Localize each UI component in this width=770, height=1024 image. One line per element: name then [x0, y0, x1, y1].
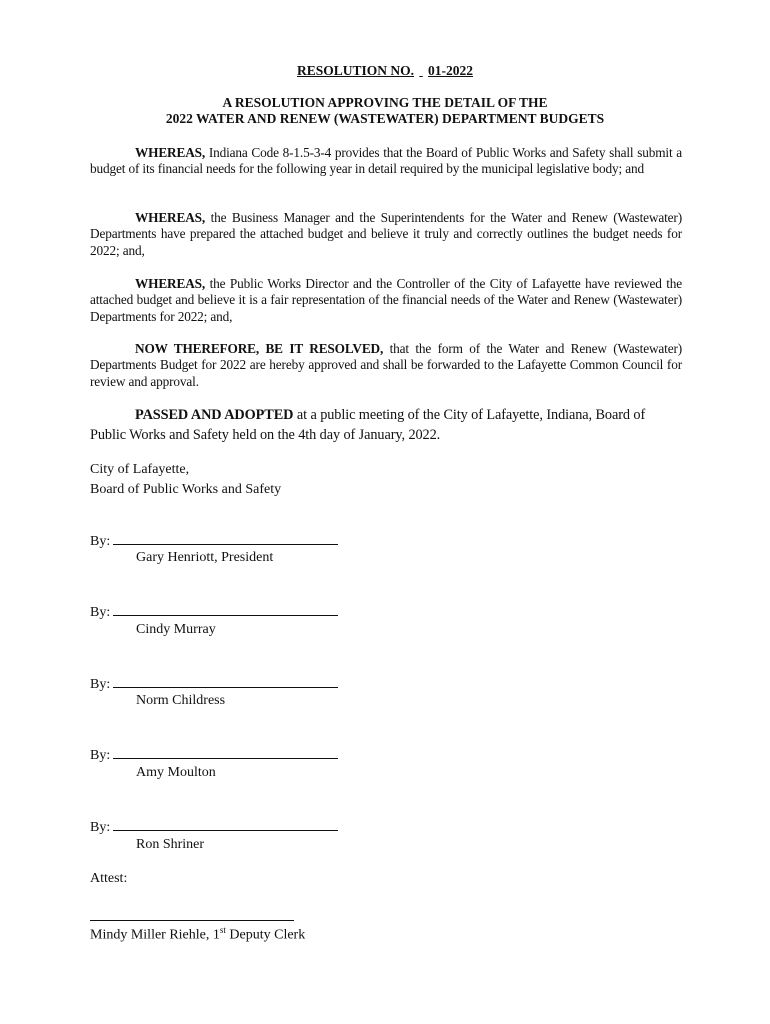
by-label: By: [90, 677, 111, 692]
paragraph-text: Indiana Code 8-1.5-3-4 provides that the Board of Public Works and Safety shall submit a budget of its financial needs for the following year in detail required by the municipal legislative body; and [90, 145, 682, 177]
signer-name: Norm Childress [136, 693, 226, 708]
attest-label: Attest: [90, 871, 128, 886]
signature-rule [113, 746, 338, 759]
signature-rule [113, 603, 338, 616]
signature-rule [113, 532, 338, 545]
passed-text: at a public meeting of the City of Lafayette, Indiana, Board of Public Works and Safety held on the 4th day of January, 2022. [90, 407, 646, 443]
signer-name: Amy Moulton [136, 765, 216, 780]
signature-rule [113, 675, 338, 688]
paragraph-lead: NOW THEREFORE, BE IT RESOLVED, [135, 341, 384, 356]
signer-name: Ron Shriner [136, 837, 205, 852]
board-name: Board of Public Works and Safety [90, 482, 282, 497]
signer-name: Gary Henriott, President [136, 550, 274, 565]
city-name: City of Lafayette, [90, 462, 190, 477]
signer-name: Cindy Murray [136, 622, 216, 637]
whereas-paragraph-3 [90, 276, 682, 325]
clerk-name-text: Mindy Miller Riehle, 1 [90, 927, 220, 943]
resolution-heading-line-2: 2022 WATER AND RENEW (WASTEWATER) DEPARTMENT BUDGETS [165, 111, 605, 126]
paragraph-text: the Business Manager and the Superintendents for the Water and Renew (Wastewater) Departments have prepared the attached budget and believe it truly and correctly outlines the budget needs for 2022; and, [90, 210, 682, 258]
signature-line [90, 818, 338, 837]
resolution-heading-line-1: A RESOLUTION APPROVING THE DETAIL OF THE [222, 95, 548, 110]
paragraph-text: that the form of the Water and Renew (Wastewater) Departments Budget for 2022 are hereby approved and shall be forwarded to the Lafayette Common Council for review and approval. [90, 341, 683, 389]
by-label: By: [90, 748, 111, 763]
resolution-number: 01-2022 [428, 63, 474, 78]
by-label: By: [90, 820, 111, 835]
paragraph-lead: WHEREAS, [135, 145, 206, 160]
paragraph-lead: WHEREAS, [135, 276, 206, 291]
signature-line [90, 746, 338, 765]
by-label: By: [90, 605, 111, 620]
board-name-block [90, 460, 281, 500]
whereas-paragraph-2 [90, 210, 682, 259]
by-label: By: [90, 534, 111, 549]
clerk-ordinal: st [219, 925, 226, 935]
clerk-name [90, 925, 305, 944]
clerk-title: Deputy Clerk [225, 927, 306, 943]
passed-adopted-paragraph [90, 405, 680, 445]
signature-rule [113, 818, 338, 831]
paragraph-lead: WHEREAS, [135, 210, 206, 225]
paragraph-text: the Public Works Director and the Controller of the City of Lafayette have reviewed the attached budget and believe it is a fair representation of the financial needs of the Water and Renew (Wastewater) Departments for 2022; and, [90, 276, 682, 324]
resolution-label: RESOLUTION NO. [296, 63, 415, 78]
resolution-number-title [0, 63, 770, 79]
passed-lead: PASSED AND ADOPTED [135, 407, 294, 423]
resolved-paragraph [90, 341, 682, 390]
signature-line [90, 603, 338, 622]
attest-signature-rule [90, 920, 294, 921]
whereas-paragraph-1 [90, 145, 682, 178]
